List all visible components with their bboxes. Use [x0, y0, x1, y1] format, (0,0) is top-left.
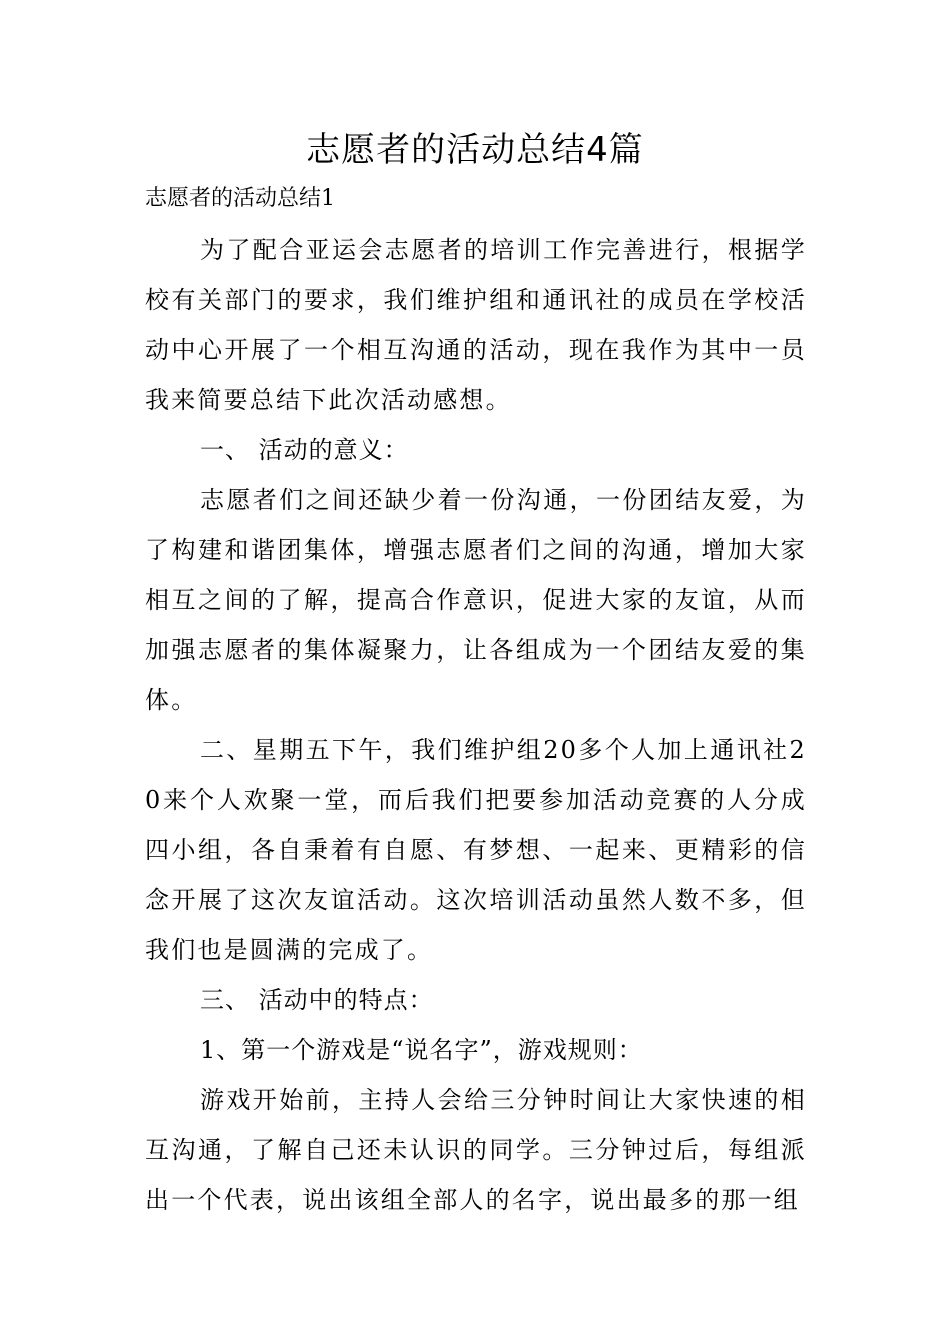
paragraph-meaning: 志愿者们之间还缺少着一份沟通，一份团结友爱，为了构建和谐团集体，增强志愿者们之间的沟通，增加大家相互之间的了解，提高合作意识，促进大家的友谊，从而加强志愿者的集体凝聚力，让各组成为一个团结友爱的集体。 — [145, 486, 807, 714]
paragraph-intro: 为了配合亚运会志愿者的培训工作完善进行，根据学校有关部门的要求，我们维护组和通讯社的成员在学校活动中心开展了一个相互沟通的活动，现在我作为其中一员我来简要总结下此次活动感想。 — [145, 236, 807, 414]
heading-meaning: 一、 活动的意义： — [200, 436, 409, 464]
heading-features: 三、 活动中的特点： — [200, 986, 434, 1014]
document-title: 志愿者的活动总结4篇 — [306, 130, 644, 170]
paragraph-game-rules: 游戏开始前，主持人会给三分钟时间让大家快速的相互沟通，了解自己还未认识的同学。三分钟过后，每组派出一个代表，说出该组全部人的名字，说出最多的那一组 — [145, 1086, 807, 1214]
paragraph-game-one: 1、第一个游戏是“说名字”，游戏规则： — [200, 1036, 643, 1064]
section-subtitle: 志愿者的活动总结1 — [145, 186, 335, 211]
paragraph-friday: 二、星期五下午，我们维护组20多个人加上通讯社20来个人欢聚一堂，而后我们把要参加活动竞赛的人分成四小组，各自秉着有自愿、有梦想、一起来、更精彩的信念开展了这次友谊活动。这次培训活动虽然人数不多，但我们也是圆满的完成了。 — [145, 736, 807, 964]
document-body — [145, 225, 807, 1225]
